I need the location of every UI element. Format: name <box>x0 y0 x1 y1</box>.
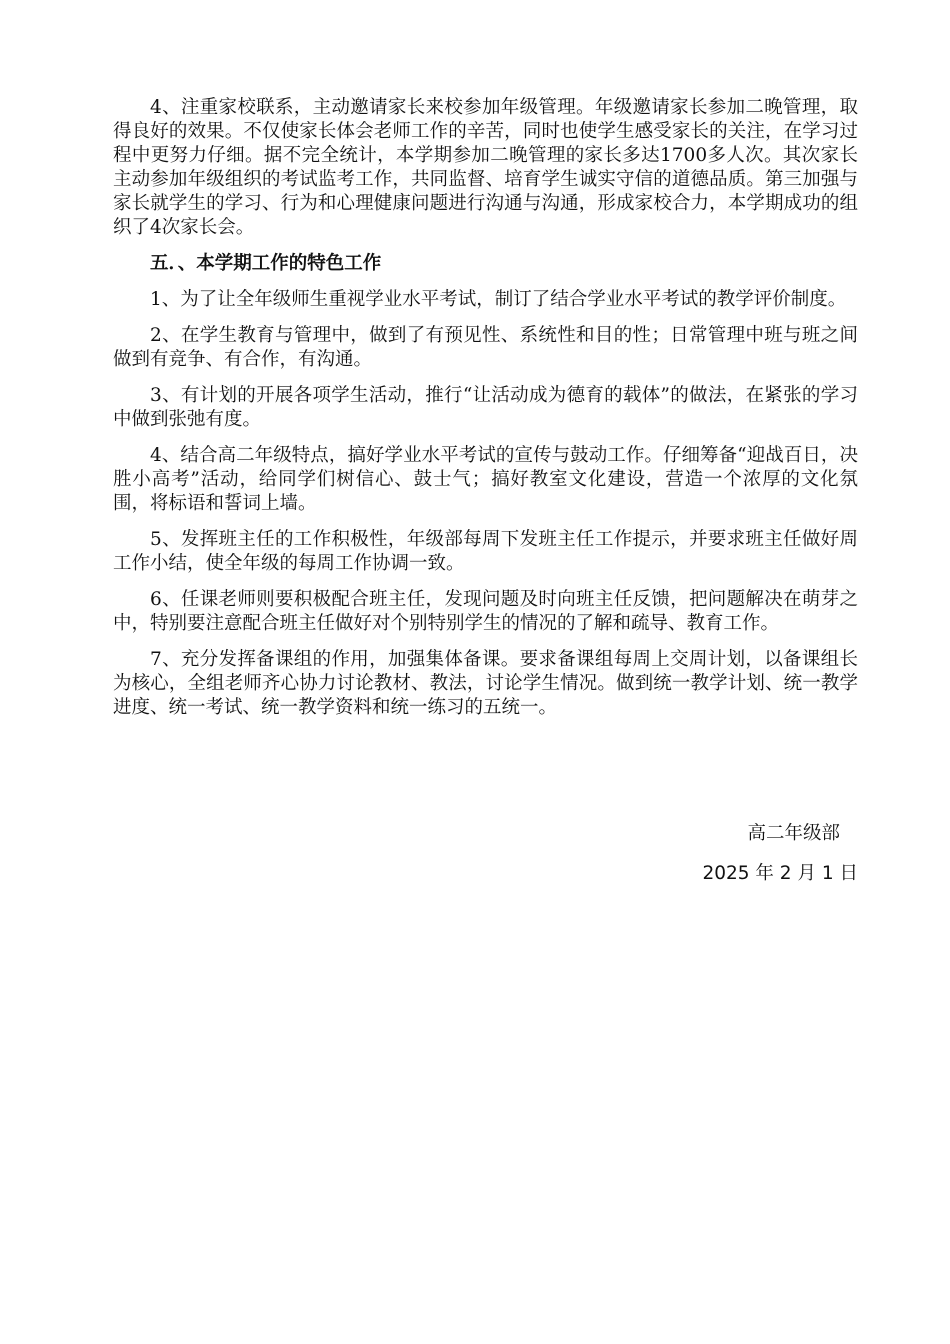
list-item: 6、任课老师则要积极配合班主任，发现问题及时向班主任反馈，把问题解决在萌芽之中，特别要注意配合班主任做好对个别特别学生的情况的了解和疏导、教育工作。 <box>113 589 858 634</box>
paragraph-parent-contact: 4、注重家校联系，主动邀请家长来校参加年级管理。年级邀请家长参加二晚管理，取得良好的效果。不仅使家长体会老师工作的辛苦，同时也使学生感受家长的关注，在学习过程中更努力仔细。据不完全统计，本学期参加二晚管理的家长多达1700多人次。其次家长主动参加年级组织的考试监考工作，共同监督、培育学生诚实守信的道德品质。第三加强与家长就学生的学习、行为和心理健康问题进行沟通与沟通，形成家校合力，本学期成功的组织了4次家长会。 <box>113 97 858 238</box>
list-item: 2、在学生教育与管理中，做到了有预见性、系统性和目的性；日常管理中班与班之间做到有竞争、有合作，有沟通。 <box>113 325 858 370</box>
list-item: 4、结合高二年级特点，搞好学业水平考试的宣传与鼓动工作。仔细筹备“迎战百日，决胜小高考”活动，给同学们树信心、鼓士气；搞好教室文化建设，营造一个浓厚的文化氛围，将标语和誓词上墙。 <box>113 445 858 514</box>
section-heading: 五．、本学期工作的特色工作 <box>150 253 382 274</box>
list-item: 3、有计划的开展各项学生活动，推行“让活动成为德育的载体”的做法，在紧张的学习中做到张弛有度。 <box>113 385 858 430</box>
document-page <box>113 96 858 884</box>
list-item: 1、为了让全年级师生重视学业水平考试，制订了结合学业水平考试的教学评价制度。 <box>150 289 847 310</box>
list-item: 5、发挥班主任的工作积极性，年级部每周下发班主任工作提示，并要求班主任做好周工作小结，使全年级的每周工作协调一致。 <box>113 529 858 574</box>
signature-department: 高二年级部 <box>747 823 840 844</box>
list-item: 7、充分发挥备课组的作用，加强集体备课。要求备课组每周上交周计划，以备课组长为核心，全组老师齐心协力讨论教材、教法，讨论学生情况。做到统一教学计划、统一教学进度、统一考试、统一教学资料和统一练习的五统一。 <box>113 649 858 718</box>
signature-date: 2025 年 2 月 1 日 <box>702 863 858 884</box>
